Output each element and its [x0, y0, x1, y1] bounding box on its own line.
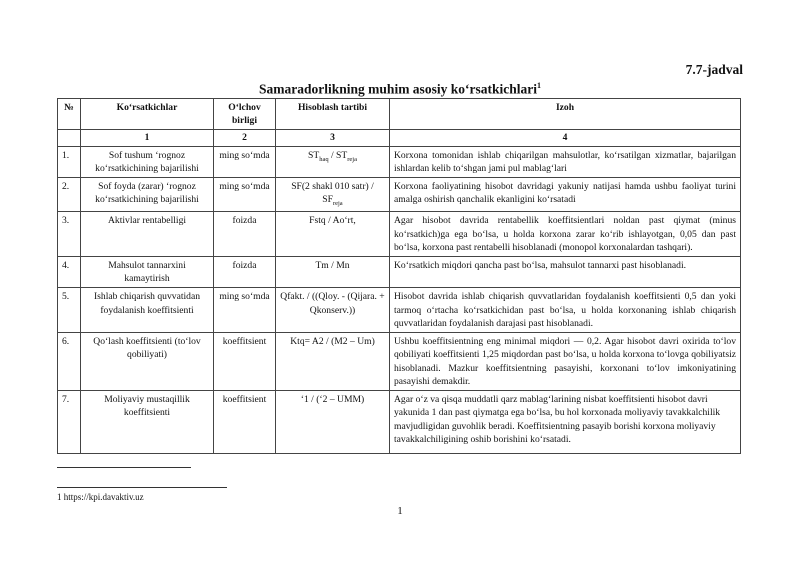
- indicator-name: Mahsulot tannarxini kamaytirish: [81, 256, 214, 287]
- formula-part: SF: [322, 194, 333, 206]
- unit-cell: foizda: [214, 212, 276, 257]
- row-number: 4.: [58, 256, 81, 287]
- header-calculation: Hisoblash tartibi: [276, 99, 390, 130]
- formula-cell: Fstq / Aoʻrt,: [276, 212, 390, 257]
- column-number: 2: [214, 130, 276, 146]
- indicator-name: Ishlab chiqarish quvvatidan foydalanish koeffitsienti: [81, 288, 214, 333]
- formula-subscript: reja: [347, 155, 357, 163]
- title-footnote-mark: 1: [536, 81, 541, 90]
- formula-subscript: haq: [319, 155, 329, 163]
- formula-cell: [276, 178, 390, 212]
- column-number: 3: [276, 130, 390, 146]
- unit-cell: koeffitsient: [214, 391, 276, 454]
- unit-cell: koeffitsient: [214, 333, 276, 391]
- indicators-table: [57, 98, 741, 454]
- footnote: 1 https://kpi.davaktiv.uz: [57, 492, 144, 502]
- indicator-name: Sof foyda (zarar) ‘rognoz koʻrsatkichining bajarilishi: [81, 178, 214, 212]
- column-number-row: [58, 130, 741, 146]
- table-row: [58, 288, 741, 333]
- page-number: 1: [397, 505, 403, 517]
- table-row: [58, 391, 741, 454]
- formula-cell: ‘1 / (‘2 – UMM): [276, 391, 390, 454]
- formula-cell: [276, 146, 390, 177]
- row-number: 5.: [58, 288, 81, 333]
- formula-cell: Qfakt. / ((Qloy. - (Qijara. + Qkonserv.)): [276, 288, 390, 333]
- table-row: [58, 333, 741, 391]
- unit-cell: ming soʻmda: [214, 146, 276, 177]
- column-number-empty: [58, 130, 81, 146]
- row-number: 2.: [58, 178, 81, 212]
- column-number: 1: [81, 130, 214, 146]
- unit-cell: foizda: [214, 256, 276, 287]
- note-cell: Ushbu koeffitsientning eng minimal miqdori — 0,2. Agar hisobot davri oxirida toʻlov qobiliyati koeffitsienti 1,25 miqdordan past boʻlsa, u holda korxona toʻlovga qobiliyatsiz hisoblanadi. Mazkur koeffitsientning pasayishi, korxonani toʻlov imkoniyatining pasayishi demakdir.: [390, 333, 741, 391]
- row-number: 7.: [58, 391, 81, 454]
- row-number: 1.: [58, 146, 81, 177]
- note-cell: Koʻrsatkich miqdori qancha past boʻlsa, mahsulot tannarxi past hisoblanadi.: [390, 256, 741, 287]
- footnote-divider: [57, 487, 227, 488]
- title-text: Samaradorlikning muhim asosiy koʻrsatkichlari: [259, 81, 537, 97]
- table-underline: [57, 467, 191, 468]
- formula-cell: Tm / Mn: [276, 256, 390, 287]
- formula-part: /: [328, 149, 337, 161]
- header-unit: Oʻlchov birligi: [214, 99, 276, 130]
- formula-subscript: reja: [332, 200, 343, 208]
- table-label: 7.7-jadval: [685, 62, 743, 77]
- row-number: 6.: [58, 333, 81, 391]
- note-cell: Korxona tomonidan ishlab chiqarilgan mahsulotlar, koʻrsatilgan xizmatlar, bajarilgan ishlardan kelib toʻshgan jami pul mablagʻlari: [390, 146, 741, 177]
- formula-part: ST: [307, 149, 320, 161]
- header-indicators: Koʻrsatkichlar: [81, 99, 214, 130]
- formula-part: ST: [336, 149, 348, 161]
- indicator-name: Aktivlar rentabelligi: [81, 212, 214, 257]
- note-cell: Agar oʻz va qisqa muddatli qarz mablagʻlarining nisbat koeffitsienti hisobot davri yakunida 1 dan past qiymatga ega boʻlsa, bu hol korxonada moliyaviy tavakkalchilik mavjudligidan guvohlik beradi. Koeffitsientning pasayib borishi korxona moliyaviy tavakkalchiligining oshib borishini koʻrsatadi.: [390, 391, 741, 454]
- unit-cell: ming soʻmda: [214, 288, 276, 333]
- table-row: [58, 212, 741, 257]
- indicator-name: Moliyaviy mustaqillik koeffitsienti: [81, 391, 214, 454]
- table-row: [58, 146, 741, 177]
- note-cell: Agar hisobot davrida rentabellik koeffitsientlari noldan past qiymat (minus koʻrsatkich)ga ega boʻlsa, u holda korxona zarar koʻrib ishlayotgan, 0,05 dan past boʻlsa, korxona past rentabelli hisoblanadi (monopol korxonalardan tashqari).: [390, 212, 741, 257]
- column-number: 4: [390, 130, 741, 146]
- header-row: [58, 99, 741, 130]
- indicator-name: Qoʻlash koeffitsienti (toʻlov qobiliyati): [81, 333, 214, 391]
- formula-cell: Ktq= A2 / (M2 – Um): [276, 333, 390, 391]
- indicator-name: Sof tushum ‘rognoz koʻrsatkichining bajarilishi: [81, 146, 214, 177]
- unit-cell: ming soʻmda: [214, 178, 276, 212]
- note-cell: Hisobot davrida ishlab chiqarish quvvatlaridan foydalanish koeffitsienti 0,5 dan yoki tarmoq oʻrtacha koʻrsatkichidan past boʻlsa, u holda korxonaning ishlab chiqarish quvvatlaridan foydalanish darajasi past hisoblanadi.: [390, 288, 741, 333]
- table-row: [58, 178, 741, 212]
- header-note: Izoh: [390, 99, 741, 130]
- header-no: №: [58, 99, 81, 130]
- formula-part: SF(2 shakl 010 satr) /: [291, 181, 374, 193]
- table-row: [58, 256, 741, 287]
- note-cell: Korxona faoliyatining hisobot davridagi yakuniy natijasi hamda ushbu faoliyat turini amalga oshirish qanchalik ekanligini koʻrsatadi: [390, 178, 741, 212]
- row-number: 3.: [58, 212, 81, 257]
- document-title: [0, 81, 800, 98]
